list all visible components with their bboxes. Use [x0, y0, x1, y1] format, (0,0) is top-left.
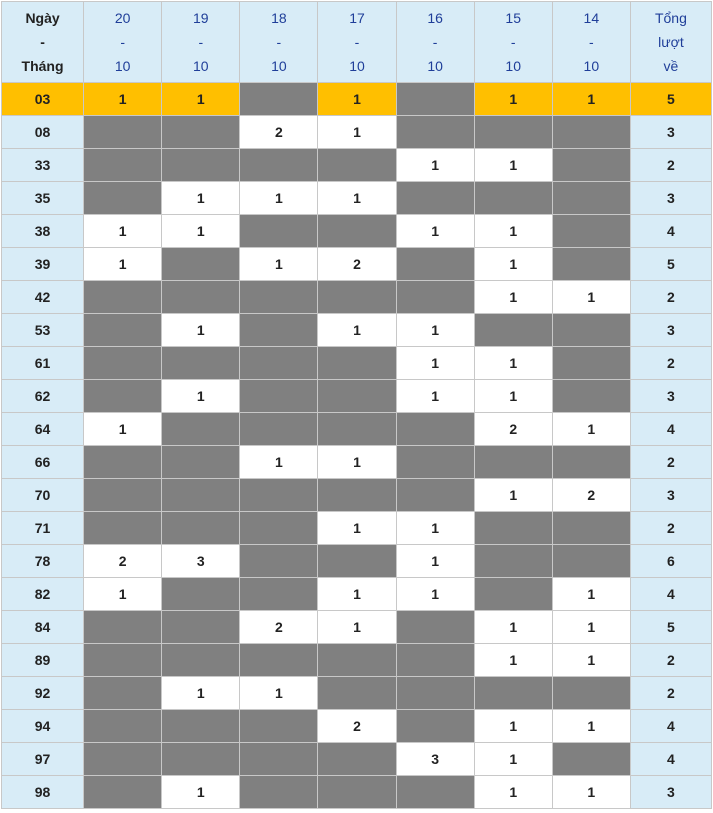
header-row — [2, 2, 712, 83]
count-cell: 1 — [396, 545, 474, 578]
count-cell: 1 — [474, 710, 552, 743]
count-cell: 1 — [552, 710, 630, 743]
count-cell: 1 — [162, 314, 240, 347]
count-cell: 1 — [240, 677, 318, 710]
count-cell: 1 — [318, 116, 396, 149]
empty-cell — [552, 248, 630, 281]
empty-cell — [396, 644, 474, 677]
count-cell: 1 — [552, 578, 630, 611]
table-row — [2, 413, 712, 446]
count-cell: 1 — [396, 215, 474, 248]
empty-cell — [396, 710, 474, 743]
table-row — [2, 182, 712, 215]
count-cell: 2 — [474, 413, 552, 446]
total-cell: 4 — [630, 743, 711, 776]
number-cell: 98 — [2, 776, 84, 809]
empty-cell — [84, 149, 162, 182]
count-cell: 1 — [474, 380, 552, 413]
total-cell: 4 — [630, 215, 711, 248]
empty-cell — [162, 116, 240, 149]
table-row — [2, 611, 712, 644]
empty-cell — [552, 512, 630, 545]
count-cell: 1 — [396, 149, 474, 182]
empty-cell — [162, 611, 240, 644]
empty-cell — [318, 644, 396, 677]
empty-cell — [240, 776, 318, 809]
count-cell: 2 — [84, 545, 162, 578]
table-row — [2, 83, 712, 116]
empty-cell — [84, 380, 162, 413]
empty-cell — [396, 248, 474, 281]
total-cell: 3 — [630, 182, 711, 215]
empty-cell — [162, 347, 240, 380]
count-cell: 1 — [162, 83, 240, 116]
count-cell: 2 — [318, 710, 396, 743]
count-cell: 1 — [474, 281, 552, 314]
count-cell: 2 — [240, 116, 318, 149]
empty-cell — [318, 545, 396, 578]
total-cell: 4 — [630, 578, 711, 611]
number-cell: 64 — [2, 413, 84, 446]
empty-cell — [318, 677, 396, 710]
empty-cell — [84, 710, 162, 743]
total-cell: 2 — [630, 446, 711, 479]
count-cell: 1 — [474, 479, 552, 512]
date-header: 14 - 10 — [552, 2, 630, 83]
date-header: 16 - 10 — [396, 2, 474, 83]
empty-cell — [318, 149, 396, 182]
table-row — [2, 380, 712, 413]
empty-cell — [240, 644, 318, 677]
empty-cell — [240, 281, 318, 314]
count-cell: 1 — [474, 644, 552, 677]
empty-cell — [396, 413, 474, 446]
total-cell: 2 — [630, 512, 711, 545]
count-cell: 1 — [162, 215, 240, 248]
count-cell: 1 — [552, 776, 630, 809]
total-cell: 2 — [630, 347, 711, 380]
count-cell: 1 — [552, 644, 630, 677]
total-cell: 3 — [630, 776, 711, 809]
empty-cell — [162, 413, 240, 446]
empty-cell — [240, 578, 318, 611]
empty-cell — [240, 479, 318, 512]
date-header: 20 - 10 — [84, 2, 162, 83]
empty-cell — [84, 644, 162, 677]
empty-cell — [240, 743, 318, 776]
count-cell: 1 — [162, 182, 240, 215]
empty-cell — [84, 314, 162, 347]
table-row — [2, 743, 712, 776]
empty-cell — [552, 545, 630, 578]
empty-cell — [396, 677, 474, 710]
empty-cell — [318, 347, 396, 380]
empty-cell — [474, 578, 552, 611]
table-row — [2, 446, 712, 479]
number-cell: 89 — [2, 644, 84, 677]
empty-cell — [396, 281, 474, 314]
empty-cell — [84, 776, 162, 809]
count-cell: 1 — [552, 83, 630, 116]
empty-cell — [552, 116, 630, 149]
empty-cell — [162, 644, 240, 677]
empty-cell — [318, 281, 396, 314]
total-cell: 2 — [630, 149, 711, 182]
count-cell: 1 — [396, 578, 474, 611]
table-row — [2, 710, 712, 743]
count-cell: 1 — [396, 380, 474, 413]
empty-cell — [84, 182, 162, 215]
total-cell: 5 — [630, 83, 711, 116]
total-cell: 6 — [630, 545, 711, 578]
empty-cell — [552, 149, 630, 182]
empty-cell — [84, 446, 162, 479]
empty-cell — [162, 710, 240, 743]
empty-cell — [552, 314, 630, 347]
number-cell: 08 — [2, 116, 84, 149]
number-cell: 94 — [2, 710, 84, 743]
empty-cell — [552, 215, 630, 248]
empty-cell — [474, 116, 552, 149]
count-cell: 3 — [396, 743, 474, 776]
count-cell: 1 — [474, 149, 552, 182]
count-cell: 1 — [318, 578, 396, 611]
table-row — [2, 314, 712, 347]
empty-cell — [240, 83, 318, 116]
count-cell: 3 — [162, 545, 240, 578]
empty-cell — [552, 347, 630, 380]
total-cell: 4 — [630, 710, 711, 743]
empty-cell — [318, 479, 396, 512]
empty-cell — [84, 611, 162, 644]
total-cell: 3 — [630, 116, 711, 149]
number-cell: 84 — [2, 611, 84, 644]
empty-cell — [552, 677, 630, 710]
table-row — [2, 578, 712, 611]
count-cell: 2 — [318, 248, 396, 281]
empty-cell — [240, 149, 318, 182]
count-cell: 1 — [474, 347, 552, 380]
count-cell: 1 — [552, 611, 630, 644]
total-cell: 2 — [630, 281, 711, 314]
count-cell: 1 — [84, 83, 162, 116]
table-row — [2, 149, 712, 182]
empty-cell — [84, 512, 162, 545]
table-row — [2, 545, 712, 578]
count-cell: 1 — [318, 83, 396, 116]
empty-cell — [396, 611, 474, 644]
count-cell: 1 — [240, 182, 318, 215]
empty-cell — [84, 743, 162, 776]
empty-cell — [240, 545, 318, 578]
total-cell: 3 — [630, 380, 711, 413]
empty-cell — [396, 479, 474, 512]
empty-cell — [162, 281, 240, 314]
empty-cell — [474, 545, 552, 578]
total-cell: 3 — [630, 479, 711, 512]
empty-cell — [240, 314, 318, 347]
empty-cell — [474, 182, 552, 215]
count-cell: 1 — [474, 611, 552, 644]
number-cell: 38 — [2, 215, 84, 248]
count-cell: 1 — [396, 512, 474, 545]
empty-cell — [552, 743, 630, 776]
number-cell: 33 — [2, 149, 84, 182]
table-row — [2, 677, 712, 710]
number-cell: 78 — [2, 545, 84, 578]
empty-cell — [240, 215, 318, 248]
empty-cell — [552, 380, 630, 413]
empty-cell — [84, 116, 162, 149]
count-cell: 1 — [84, 578, 162, 611]
empty-cell — [84, 347, 162, 380]
total-cell: 3 — [630, 314, 711, 347]
count-cell: 1 — [318, 512, 396, 545]
empty-cell — [318, 380, 396, 413]
empty-cell — [552, 182, 630, 215]
count-cell: 1 — [474, 776, 552, 809]
table-row — [2, 479, 712, 512]
empty-cell — [240, 413, 318, 446]
number-cell: 39 — [2, 248, 84, 281]
count-cell: 1 — [84, 248, 162, 281]
empty-cell — [318, 215, 396, 248]
count-cell: 1 — [318, 314, 396, 347]
count-cell: 1 — [474, 743, 552, 776]
lottery-frequency-table — [1, 1, 712, 809]
empty-cell — [396, 83, 474, 116]
date-header: 19 - 10 — [162, 2, 240, 83]
number-cell: 03 — [2, 83, 84, 116]
empty-cell — [318, 413, 396, 446]
count-cell: 1 — [84, 215, 162, 248]
total-header: Tổng lượt về — [630, 2, 711, 83]
empty-cell — [240, 710, 318, 743]
count-cell: 1 — [552, 281, 630, 314]
count-cell: 1 — [318, 446, 396, 479]
number-cell: 62 — [2, 380, 84, 413]
count-cell: 1 — [162, 776, 240, 809]
empty-cell — [474, 677, 552, 710]
empty-cell — [84, 677, 162, 710]
number-cell: 70 — [2, 479, 84, 512]
count-cell: 1 — [162, 677, 240, 710]
number-cell: 71 — [2, 512, 84, 545]
empty-cell — [162, 248, 240, 281]
date-header: 15 - 10 — [474, 2, 552, 83]
empty-cell — [474, 446, 552, 479]
count-cell: 1 — [318, 611, 396, 644]
number-cell: 82 — [2, 578, 84, 611]
count-cell: 1 — [474, 83, 552, 116]
count-cell: 1 — [552, 413, 630, 446]
table-row — [2, 347, 712, 380]
number-cell: 97 — [2, 743, 84, 776]
count-cell: 1 — [396, 314, 474, 347]
count-cell: 1 — [474, 248, 552, 281]
empty-cell — [162, 512, 240, 545]
empty-cell — [240, 347, 318, 380]
empty-cell — [318, 776, 396, 809]
count-cell: 1 — [396, 347, 474, 380]
empty-cell — [396, 116, 474, 149]
empty-cell — [162, 446, 240, 479]
total-cell: 5 — [630, 248, 711, 281]
table-row — [2, 248, 712, 281]
empty-cell — [318, 743, 396, 776]
count-cell: 1 — [240, 248, 318, 281]
total-cell: 4 — [630, 413, 711, 446]
table-row — [2, 776, 712, 809]
table-body — [2, 83, 712, 809]
count-cell: 1 — [162, 380, 240, 413]
empty-cell — [396, 776, 474, 809]
count-cell: 2 — [552, 479, 630, 512]
total-cell: 2 — [630, 644, 711, 677]
count-cell: 1 — [240, 446, 318, 479]
empty-cell — [552, 446, 630, 479]
empty-cell — [162, 479, 240, 512]
number-cell: 42 — [2, 281, 84, 314]
total-cell: 2 — [630, 677, 711, 710]
date-header: 17 - 10 — [318, 2, 396, 83]
number-cell: 92 — [2, 677, 84, 710]
count-cell: 1 — [318, 182, 396, 215]
count-cell: 1 — [84, 413, 162, 446]
table-row — [2, 281, 712, 314]
empty-cell — [162, 149, 240, 182]
date-header: 18 - 10 — [240, 2, 318, 83]
empty-cell — [240, 380, 318, 413]
empty-cell — [396, 182, 474, 215]
number-cell: 35 — [2, 182, 84, 215]
number-cell: 53 — [2, 314, 84, 347]
table-row — [2, 215, 712, 248]
empty-cell — [162, 578, 240, 611]
table-row — [2, 512, 712, 545]
empty-cell — [162, 743, 240, 776]
table-row — [2, 644, 712, 677]
empty-cell — [396, 446, 474, 479]
empty-cell — [84, 479, 162, 512]
empty-cell — [474, 314, 552, 347]
date-month-header: Ngày - Tháng — [2, 2, 84, 83]
table-row — [2, 116, 712, 149]
empty-cell — [84, 281, 162, 314]
count-cell: 1 — [474, 215, 552, 248]
count-cell: 2 — [240, 611, 318, 644]
empty-cell — [474, 512, 552, 545]
number-cell: 61 — [2, 347, 84, 380]
total-cell: 5 — [630, 611, 711, 644]
number-cell: 66 — [2, 446, 84, 479]
empty-cell — [240, 512, 318, 545]
